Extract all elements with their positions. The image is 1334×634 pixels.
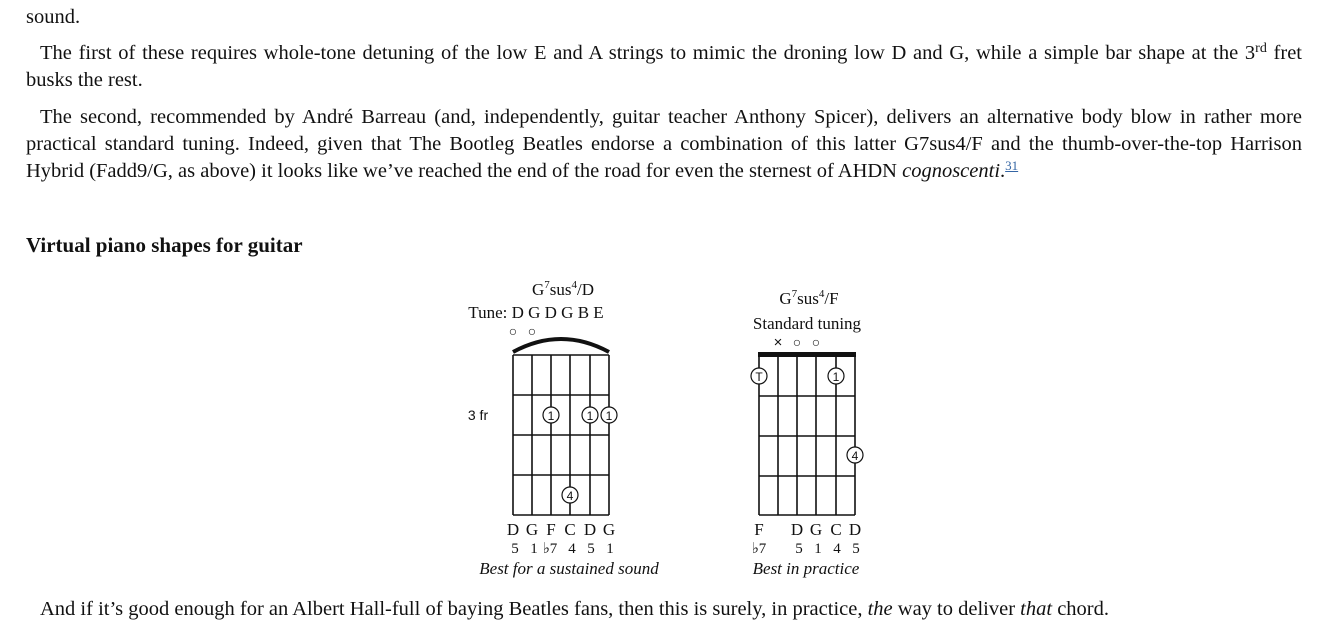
- svg-text:1: 1: [606, 541, 614, 557]
- chord-name: $G^7sus^4/D$: [531, 279, 595, 299]
- svg-text:D: D: [790, 520, 804, 539]
- muted-string-marker: ×: [773, 334, 783, 351]
- svg-text:1: 1: [605, 409, 613, 423]
- chord-diagram-g7sus4-d: [468, 279, 659, 578]
- finger-dot: [543, 407, 559, 423]
- open-string-marker: ○: [792, 334, 802, 350]
- svg-text:C: C: [830, 520, 842, 539]
- svg-text:D: D: [848, 520, 862, 539]
- svg-text:G: G: [809, 520, 823, 539]
- svg-text:1: 1: [814, 541, 822, 557]
- open-string-marker: ○: [811, 334, 821, 350]
- paragraph-conclusion: [26, 596, 1302, 623]
- tuning-label: Tune: D G D G B E: [468, 303, 604, 322]
- paragraph-text: sound.: [26, 6, 81, 28]
- open-string-marker: ○: [508, 323, 518, 339]
- svg-text:1: 1: [586, 409, 594, 423]
- svg-text:4: 4: [833, 541, 841, 557]
- svg-text:1: 1: [530, 541, 538, 557]
- chord-caption: Best for a sustained sound: [479, 559, 659, 578]
- svg-text:5: 5: [511, 541, 519, 557]
- open-string-marker: ○: [527, 323, 537, 339]
- svg-text:C: C: [564, 520, 576, 539]
- finger-dot: [828, 368, 844, 384]
- svg-text:1: 1: [547, 409, 555, 423]
- svg-text:5: 5: [587, 541, 595, 557]
- emphasis-text: the: [867, 598, 893, 620]
- paragraph-text: chord.: [1052, 598, 1110, 620]
- svg-text:D: D: [506, 520, 520, 539]
- svg-text:♭7: ♭7: [751, 541, 767, 557]
- svg-text:D: D: [583, 520, 597, 539]
- paragraph-text: .: [1000, 160, 1006, 182]
- chord-diagram-g7sus4-f: [751, 288, 863, 578]
- svg-text:F: F: [546, 520, 556, 539]
- chord-name: $G^7sus^4/F$: [779, 288, 839, 308]
- emphasis-text: cognoscenti: [902, 160, 1001, 182]
- ordinal-superscript: rd: [1255, 41, 1267, 56]
- svg-text:4: 4: [851, 449, 859, 463]
- note-names-row: [754, 520, 861, 539]
- note-names-row: [507, 520, 615, 539]
- svg-text:1: 1: [832, 370, 840, 384]
- emphasis-text: that: [1020, 598, 1053, 620]
- svg-text:4: 4: [568, 541, 576, 557]
- paragraph-text: fret busks the rest.: [26, 42, 1302, 91]
- paragraph-text: The second, recommended by André Barreau (and, independently, guitar teacher Anthony Spicer), delivers an alternative body blow in rather more practical standard tuning. Indeed, given that The Bootleg Beatles endorse a combination of this latter G7sus4/F and the thumb-over-the-top Harrison Hybrid (Fadd9/G, as above) it looks like we’ve reached the end of the road for even the sternest of AHDN: [26, 106, 1302, 182]
- degree-row: [511, 541, 614, 557]
- finger-dot: [847, 447, 863, 463]
- barre-arc: [513, 339, 609, 352]
- degree-row: [752, 541, 860, 557]
- fret-position-label: 3 fr: [467, 407, 489, 423]
- finger-dot: [562, 487, 578, 503]
- paragraph-text: way to deliver: [892, 598, 1021, 620]
- tuning-label: Standard tuning: [752, 314, 862, 333]
- svg-text:T: T: [755, 370, 763, 384]
- svg-text:G: G: [602, 520, 616, 539]
- svg-text:5: 5: [852, 541, 860, 557]
- paragraph-text: The first of these requires whole-tone detuning of the low E and A strings to mimic the droning low D and G, while a simple bar shape at the 3: [40, 42, 1256, 64]
- svg-text:5: 5: [795, 541, 803, 557]
- svg-text:F: F: [754, 520, 764, 539]
- thumb-dot: [751, 368, 767, 384]
- section-heading: Virtual piano shapes for guitar: [26, 233, 303, 257]
- finger-dot: [582, 407, 598, 423]
- finger-dot: [601, 407, 617, 423]
- chord-caption: Best in practice: [752, 559, 860, 578]
- svg-text:4: 4: [566, 489, 574, 503]
- footnote-link[interactable]: 31: [1005, 158, 1019, 173]
- svg-text:♭7: ♭7: [542, 541, 558, 557]
- fretboard-grid: [513, 355, 609, 515]
- nut: [758, 352, 856, 357]
- svg-text:G: G: [525, 520, 539, 539]
- paragraph-text: And if it’s good enough for an Albert Hall-full of baying Beatles fans, then this is surely, in practice,: [40, 598, 868, 620]
